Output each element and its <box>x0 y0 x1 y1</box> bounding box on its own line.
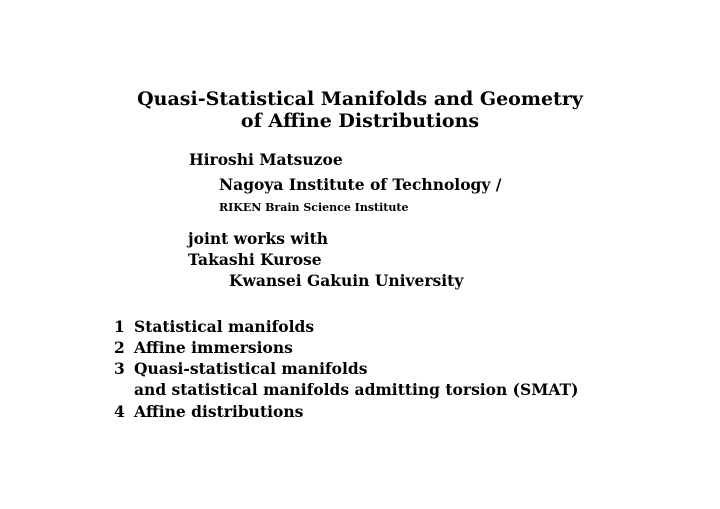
title-line-1: Quasi-Statistical Manifolds and Geometry <box>137 88 583 110</box>
outline-num: 2 <box>114 338 125 357</box>
author-affiliation-1: Nagoya Institute of Technology / <box>219 175 502 194</box>
outline-item: Statistical manifolds <box>134 317 315 336</box>
outline-item: Affine distributions <box>134 402 304 421</box>
coauthor-name: Takashi Kurose <box>188 250 322 269</box>
outline-item: Quasi-statistical manifolds <box>134 359 368 378</box>
outline-num: 3 <box>114 359 125 378</box>
outline-item-continuation: and statistical manifolds admitting torsion (SMAT) <box>134 380 579 399</box>
author-affiliation-2: RIKEN Brain Science Institute <box>219 201 409 214</box>
outline-item: Affine immersions <box>134 338 293 357</box>
author-name: Hiroshi Matsuzoe <box>189 150 343 169</box>
outline-num: 1 <box>114 317 125 336</box>
joint-label: joint works with <box>188 229 329 248</box>
coauthor-affiliation: Kwansei Gakuin University <box>229 271 464 290</box>
outline-num: 4 <box>114 402 125 421</box>
title-line-2: of Affine Distributions <box>240 110 480 132</box>
